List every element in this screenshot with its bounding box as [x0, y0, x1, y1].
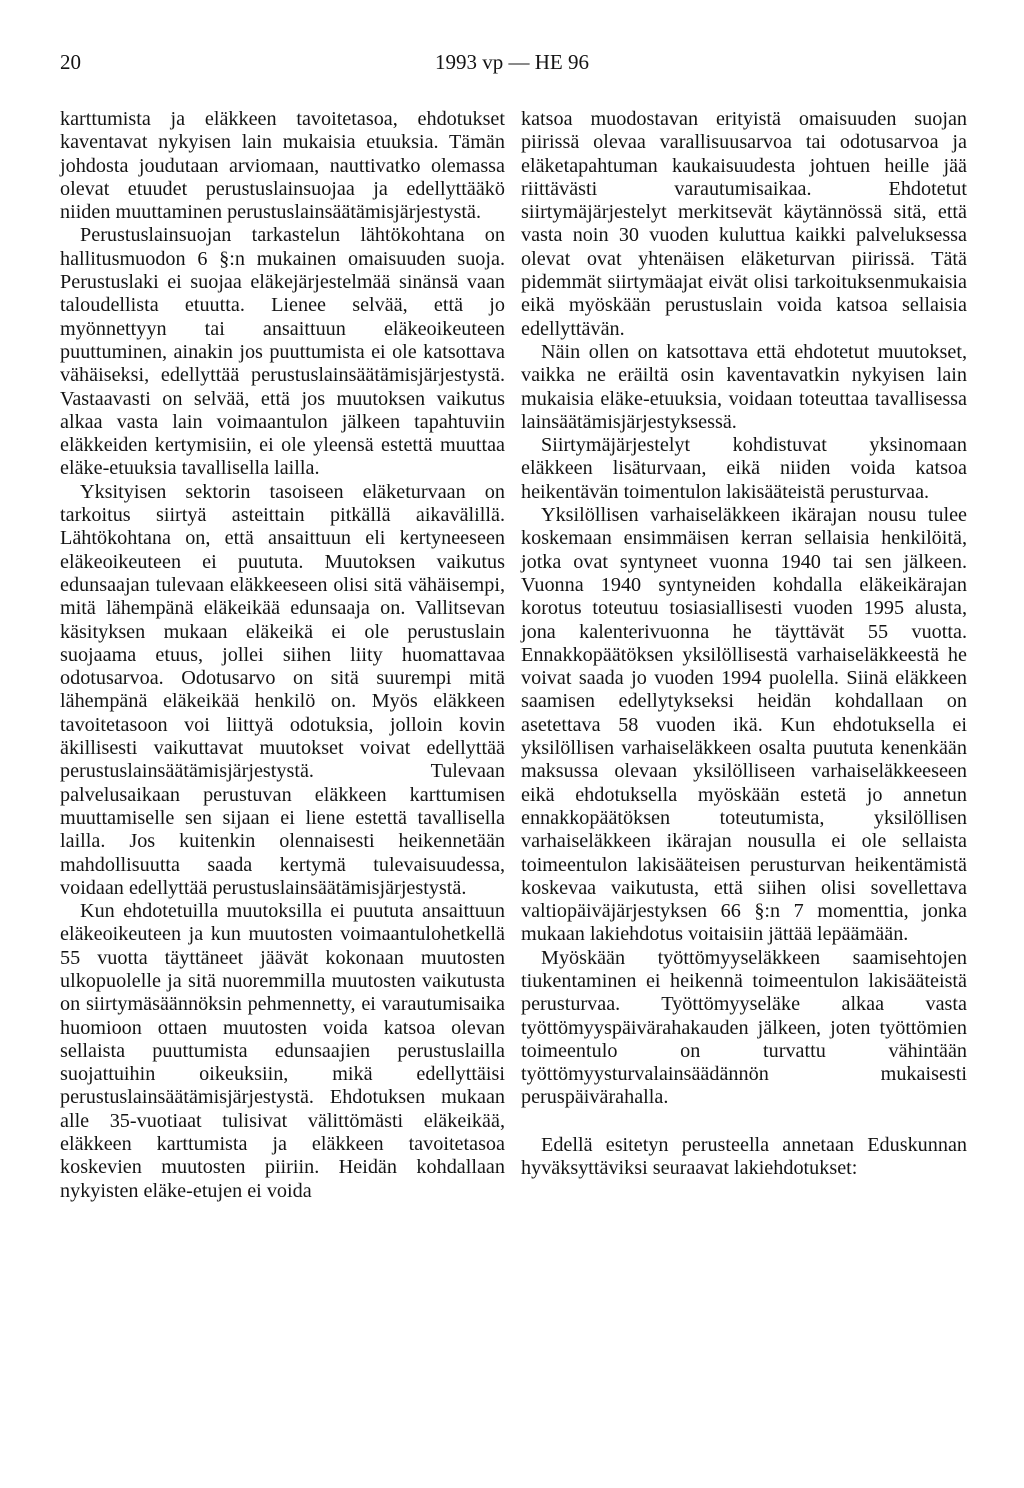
- page-header: [0, 50, 1024, 80]
- paragraph: Kun ehdotetuilla muutoksilla ei puututa ansaittuun eläkeoikeuteen ja kun muutosten voimaantulohetkellä 55 vuotta täyttäneet jäävät kokonaan muutosten ulkopuolelle ja sitä nuoremmilla muutosten vaikutusta on siirtymäsäännöksin pehmennetty, ei varautumisaika huomioon ottaen muutosten voida katsoa olevan sellaista puuttumista edunsaajien perustuslailla suojattuihin oikeuksiin, mikä edellyttäisi perustuslainsäätämisjärjestystä. Ehdotuksen mukaan alle 35-vuotiaat tulisivat välittömästi eläkeikää, eläkkeen karttumista ja eläkkeen tavoitetasoa koskevien muutosten piiriin. Heidän kohdallaan nykyisten eläke-etujen ei voida: [60, 900, 505, 1202]
- paragraph: Yksilöllisen varhaiseläkkeen ikärajan nousu tulee koskemaan ensimmäisen kerran sellaisia henkilöitä, jotka ovat syntyneet vuonna 1940 tai sen jälkeen. Vuonna 1940 syntyneiden kohdalla eläkeikärajan korotus toteutuu tosiasiallisesti vuoden 1995 alusta, jona kalenterivuonna he täyttävät 55 vuotta. Ennakkopäätöksen yksilöllisestä varhaiseläkkeestä he voivat saada jo vuoden 1994 puolella. Siinä eläkkeen saamisen edellytykseksi heidän kohdallaan on asetettava 58 vuoden ikä. Kun ehdotuksella ei yksilöllisen varhaiseläkkeen osalta puututa kenenkään maksussa olevaan yksilölliseen varhaiseläkkeeseen eikä ehdotuksella myöskään estetä jo annetun ennakkopäätöksen toteutumista, yksilöllisen varhaiseläkkeen ikärajan nousulla ei ole sellaista toimeentulon lakisääteisen perusturvan heikentämistä koskevaa vaikutusta, että siihen olisi sovellettava valtiopäiväjärjestyksen 66 §:n 7 momenttia, jonka mukaan lakiehdotus voitaisiin jättää lepäämään.: [521, 504, 967, 946]
- paragraph: Näin ollen on katsottava että ehdotetut muutokset, vaikka ne eräiltä osin kaventavatkin nykyisen lain mukaisia eläke-etuuksia, voidaan toteuttaa tavallisessa lainsäätämisjärjestyksessä.: [521, 340, 967, 433]
- paragraph: Yksityisen sektorin tasoiseen eläketurvaan on tarkoitus siirtyä asteittain pitkällä aikavälillä. Lähtökohtana on, että ansaittuun eli kertyneeseen eläkeoikeuteen ei puututa. Muutoksen vaikutus edunsaajan tulevaan eläkkeeseen olisi sitä vähäisempi, mitä lähempänä eläkeikää edunsaaja on. Vallitsevan käsityksen mukaan eläkeikä ei ole perustuslain suojaama etuus, jollei siihen liity huomattavaa odotusarvoa. Odotusarvo on sitä suurempi mitä lähempänä eläkeikää henkilö on. Myös eläkkeen tavoitetasoon voi liittyä odotuksia, jolloin kovin äkillisesti vaikuttavat muutokset voivat edellyttää perustuslainsäätämisjärjestystä. Tulevaan palvelusaikaan perustuvan eläkkeen karttumisen muuttamiselle sen sijaan ei liene estettä tavallisella lailla. Jos kuitenkin olennaisesti heikennetään mahdollisuutta saada kertymä tulevaisuudessa, voidaan edellyttää perustuslainsäätämisjärjestystä.: [60, 480, 505, 899]
- running-head: 1993 vp — HE 96: [435, 50, 589, 74]
- paragraph: Myöskään työttömyyseläkkeen saamisehtojen tiukentaminen ei heikennä toimeentulon lakisääteistä perusturvaa. Työttömyyseläke alkaa vasta työttömyyspäivärahakauden jälkeen, joten työttömien toimeentulo on turvattu vähintään työttömyysturvalainsäädännön mukaisesti peruspäivärahalla.: [521, 946, 967, 1109]
- paragraph: karttumista ja eläkkeen tavoitetasoa, ehdotukset kaventavat nykyisen lain mukaisia etuuksia. Tämän johdosta joudutaan arviomaan, nauttivatko olemassa olevat etuudet perustuslainsuojaa ja edellyttääkö niiden muuttaminen perustuslainsäätämisjärjestystä.: [60, 108, 505, 224]
- right-column: [521, 108, 967, 1180]
- page-number: 20: [60, 50, 81, 74]
- paragraph: Siirtymäjärjestelyt kohdistuvat yksinomaan eläkkeen lisäturvaan, eikä niiden voida katsoa heikentävän toimentulon lakisääteistä perusturvaa.: [521, 434, 967, 503]
- paragraph: Perustuslainsuojan tarkastelun lähtökohtana on hallitusmuodon 6 §:n mukainen omaisuuden suoja. Perustuslaki ei suojaa eläkejärjestelmää sinänsä vaan taloudellista etuutta. Lienee selvää, että jo myönnettyyn tai ansaittuun eläkeoikeuteen puuttuminen, ainakin jos puuttumista ei ole katsottava vähäiseksi, edellyttää perustuslainsäätämisjärjestystä. Vastaavasti on selvää, että jos muutoksen vaikutus alkaa vasta lain voimaantulon jälkeen tapahtuviin eläkkeiden kertymisiin, ei ole yleensä estettä muuttaa eläke-etuuksia tavallisella lailla.: [60, 224, 505, 480]
- closing-paragraph: Edellä esitetyn perusteella annetaan Eduskunnan hyväksyttäviksi seuraavat lakiehdotukset:: [521, 1133, 967, 1180]
- left-column: [60, 108, 505, 1203]
- paragraph: katsoa muodostavan erityistä omaisuuden suojan piirissä olevaa varallisuusarvoa tai odotusarvoa ja eläketapahtuman kaukaisuudesta johtuen heille jää riittävästi varautumisaikaa. Ehdotetut siirtymäjärjestelyt merkitsevät käytännössä sitä, että vasta noin 30 vuoden kuluttua kaikki palveluksessa olevat ovat yhtenäisen eläketurvan piirissä. Tätä pidemmät siirtymäajat eivät olisi tarkoituksenmukaisia eikä myöskään perustuslain voida katsoa sellaisia edellyttävän.: [521, 108, 967, 340]
